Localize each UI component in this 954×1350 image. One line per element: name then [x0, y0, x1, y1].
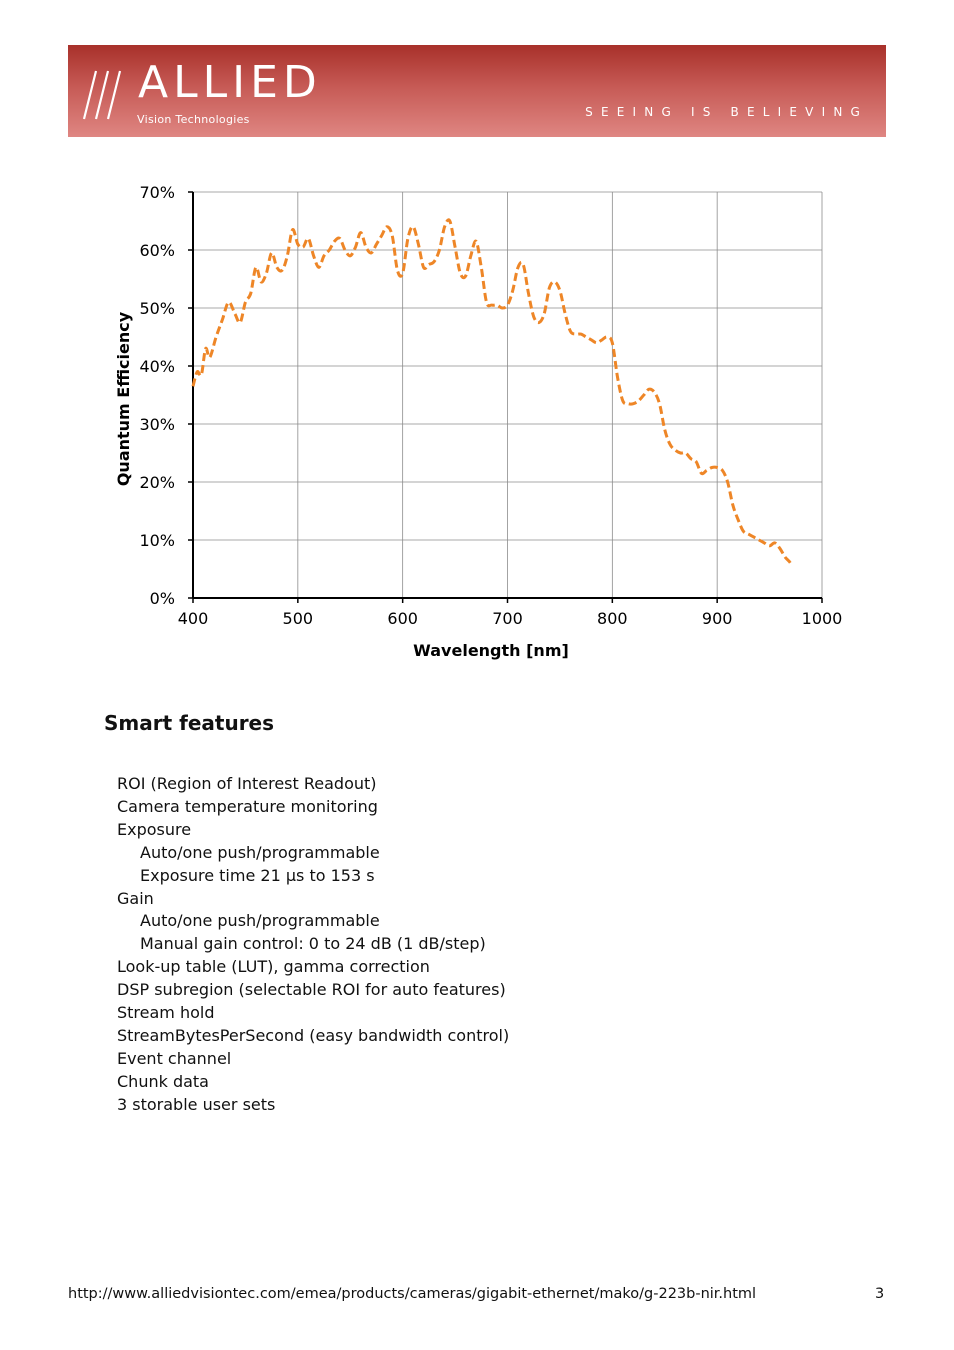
quantum-efficiency-chart [100, 175, 860, 670]
feature-subitem: Manual gain control: 0 to 24 dB (1 dB/step) [140, 934, 486, 954]
feature-subitem: Auto/one push/programmable [140, 842, 380, 862]
feature-item: 3 storable user sets [117, 1094, 276, 1114]
y-axis-title: Quantum Efficiency [114, 311, 133, 487]
x-tick-label: 800 [597, 609, 628, 628]
x-tick-label: 400 [177, 609, 209, 628]
y-tick-label: 30% [139, 415, 175, 434]
chart-series [193, 220, 791, 563]
y-tick-label: 70% [139, 183, 175, 202]
chart-axes [188, 192, 822, 603]
feature-item: Camera temperature monitoring [117, 796, 378, 816]
y-tick-label: 20% [139, 473, 175, 492]
logo-name: ALLIED [138, 57, 322, 108]
section-title: Smart features [104, 711, 275, 735]
feature-list [117, 773, 509, 1117]
company-logo [82, 55, 322, 127]
feature-item: Exposure [117, 819, 192, 839]
feature-item: Stream hold [117, 1003, 215, 1023]
logo-slashes-icon [82, 69, 132, 121]
feature-item: ROI (Region of Interest Readout) [117, 774, 377, 793]
logo-subtext: Vision Technologies [137, 113, 250, 126]
feature-item: Look-up table (LUT), gamma correction [117, 957, 430, 977]
feature-item: StreamBytesPerSecond (easy bandwidth control) [117, 1025, 510, 1045]
feature-item: DSP subregion (selectable ROI for auto features) [117, 980, 506, 1000]
feature-item: Event channel [117, 1048, 232, 1068]
page-number: 3 [875, 1286, 885, 1302]
feature-item: Chunk data [117, 1071, 209, 1091]
series-line-quantum-efficiency [193, 220, 791, 563]
x-tick-label: 900 [701, 609, 733, 628]
y-tick-label: 60% [139, 241, 175, 260]
x-tick-label: 500 [282, 609, 314, 628]
y-tick-label: 50% [139, 299, 175, 318]
tagline: SEEING IS BELIEVING [585, 105, 868, 119]
x-tick-label: 600 [387, 609, 418, 628]
x-tick-label: 1000 [801, 609, 843, 628]
y-tick-label: 0% [149, 589, 175, 608]
feature-subitem: Exposure time 21 µs to 153 s [140, 865, 375, 885]
x-axis-title: Wavelength [nm] [413, 641, 569, 660]
x-tick-label: 700 [492, 609, 523, 628]
y-tick-label: 10% [139, 531, 175, 550]
feature-item: Gain [117, 888, 154, 908]
feature-subitem: Auto/one push/programmable [140, 911, 380, 931]
header-banner [68, 45, 886, 137]
y-tick-label: 40% [139, 357, 175, 376]
footer-url: http://www.alliedvisiontec.com/emea/products/cameras/gigabit-ethernet/mako/g-223b-nir.html [68, 1286, 757, 1302]
